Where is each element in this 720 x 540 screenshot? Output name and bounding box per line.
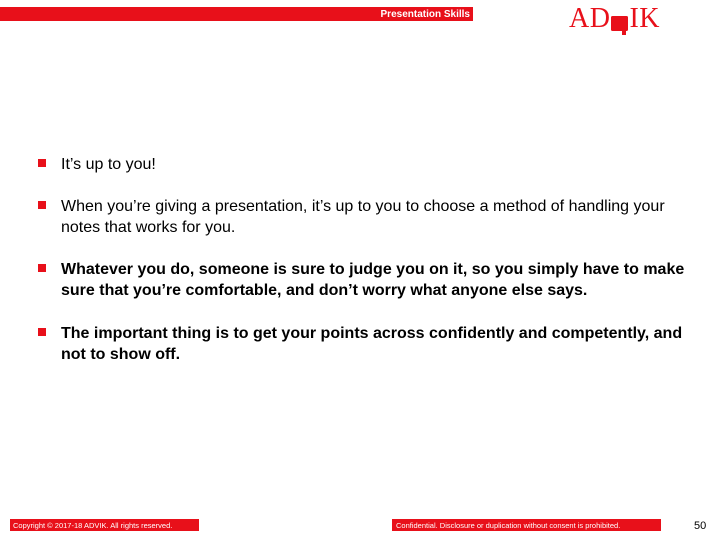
bullet-item [38, 259, 698, 301]
logo-text-left: AD [569, 3, 611, 34]
bullet-text: The important thing is to get your points across confidently and competently, and not to show off. [61, 325, 683, 363]
confidential-text: Confidential. Disclosure or duplication without consent is prohibited. [396, 521, 621, 530]
bullet-item [38, 196, 698, 238]
section-title: Presentation Skills [380, 9, 470, 20]
bullet-list [38, 154, 698, 365]
square-bullet-icon [38, 201, 46, 209]
square-bullet-icon [38, 159, 46, 167]
copyright-text: Copyright © 2017-18 ADVIK. All rights reserved. [13, 521, 173, 530]
bullet-text: When you’re giving a presentation, it’s up to you to choose a method of handling your notes that works for you. [61, 198, 665, 236]
bullet-item [38, 323, 698, 365]
company-logo [569, 2, 660, 36]
bullet-text: Whatever you do, someone is sure to judge you on it, so you simply have to make sure that you’re comfortable, and don’t worry what anyone else says. [61, 261, 685, 299]
red-square-q-icon [611, 11, 628, 30]
bullet-text: It’s up to you! [61, 156, 156, 173]
footer-copyright-bar [10, 519, 199, 531]
square-bullet-icon [38, 264, 46, 272]
bullet-item [38, 154, 698, 175]
page-number: 50 [694, 520, 707, 532]
footer-confidential-bar [392, 519, 661, 531]
logo-text-right: IK [629, 3, 660, 34]
header-bar [0, 7, 473, 21]
square-bullet-icon [38, 328, 46, 336]
